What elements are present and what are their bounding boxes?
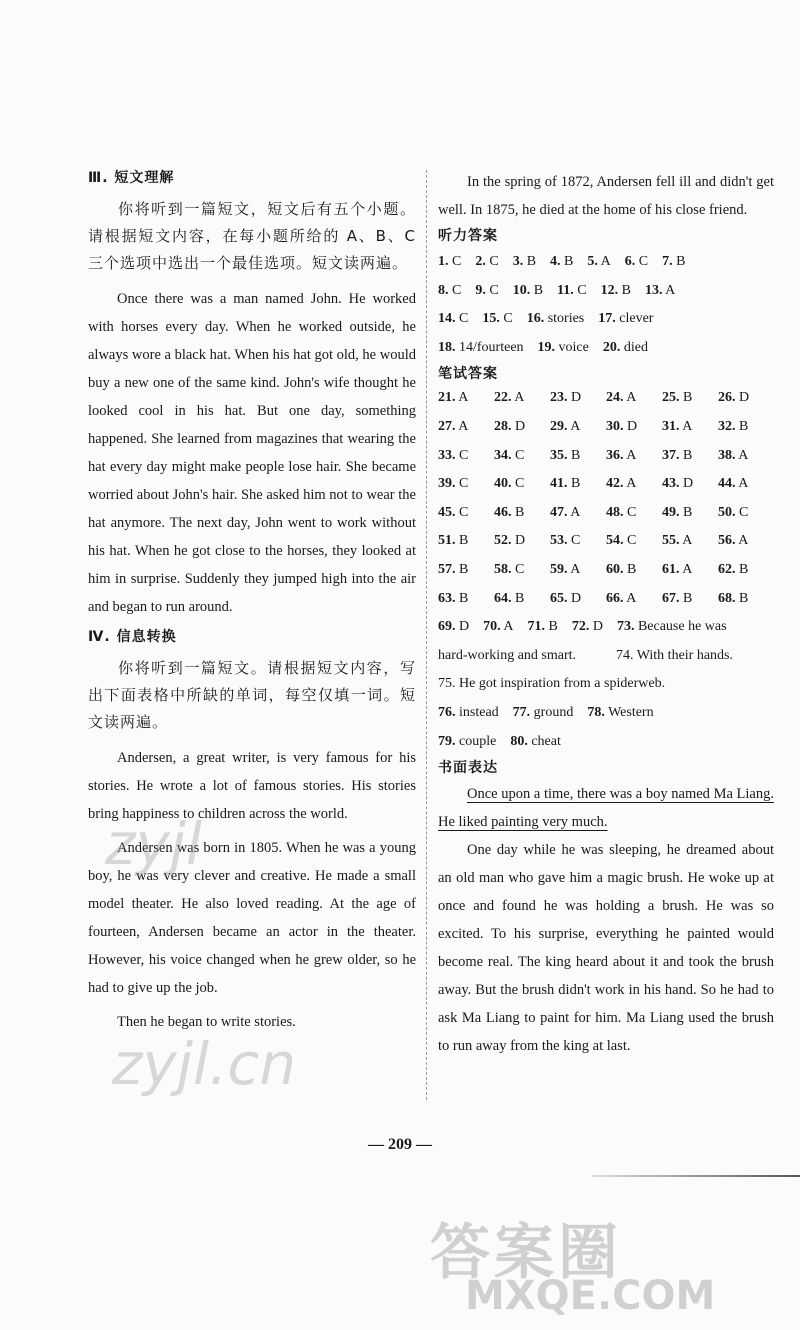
answer-item: 72. D — [571, 619, 603, 635]
answer-item: 27. A — [438, 418, 469, 434]
answer-item: 39. C — [438, 476, 469, 492]
answer-item: 26. D — [718, 390, 750, 406]
answer-item: 9. C — [475, 282, 499, 298]
answer-item: 49. B — [662, 504, 693, 520]
answer-item: 35. B — [550, 447, 581, 463]
answer-item: 63. B — [438, 590, 469, 606]
column-divider — [426, 170, 427, 1100]
writing-body: One day while he was sleeping, he dreamed about an old man who gave him a magic brush. He woke up at once and found he was holding a brush. He was so excited. To his surprise, everything he painted would become real. The king heard about it and took the brush away. But the brush didn't work in his hand. So he had to ask Ma Liang to paint for him. Ma Liang used the brush to run away from the king at last. — [438, 842, 774, 1055]
answer-item: 2. C — [475, 254, 499, 269]
answers-79-80 — [438, 728, 774, 757]
answer-item: 30. D — [606, 418, 638, 434]
answer-item: 57. B — [438, 561, 469, 577]
answer-item: 67. B — [662, 590, 693, 606]
answer-item: 6. C — [624, 254, 649, 269]
section-4-paragraph-3: Then he began to write stories. — [117, 1014, 296, 1030]
answer-item: 68. B — [718, 590, 749, 606]
answer-item: 41. B — [550, 476, 581, 492]
left-column — [88, 168, 416, 1042]
answer-item: 50. C — [718, 504, 749, 520]
section-3-passage: Once there was a man named John. He worked with horses every day. When he worked outside, he always wore a black hat. When his hat got old, he would buy a new one of the same kind. John's wife thought he looked cool in his hat. But one day, something happened. She learned from magazines that wearing the hat every day might make people lose hair. She became worried about John's hair. She asked him not to wear the hat anymore. The next day, John went to work without his hat. When he got close to the horses, they looked at him in surprise. Suddenly they jumped high into the air and began to run around. — [88, 291, 416, 615]
written-answers-title: 笔试答案 — [438, 366, 498, 383]
section-4-instructions: 你将听到一篇短文。请根据短文内容，写出下面表格中所缺的单词，每空仅填一词。短文读两遍。 — [88, 659, 416, 731]
answers-69-73 — [438, 613, 774, 642]
answer-73-continued: hard-working and smart. — [438, 647, 577, 663]
answer-item: 79. couple — [438, 733, 497, 749]
answer-item: 45. C — [438, 504, 469, 520]
answer-item: 48. C — [606, 504, 637, 520]
section-3-instructions: 你将听到一篇短文，短文后有五个小题。请根据短文内容，在每小题所给的 A、B、C 三个选项中选出一个最佳选项。短文读两遍。 — [88, 200, 416, 272]
answer-item: 13. A — [644, 282, 676, 298]
answer-item: 1. C — [438, 254, 462, 269]
answer-item: 71. B — [527, 619, 558, 635]
watermark-1: zyjl — [105, 810, 202, 878]
answer-item: 18. 14/fourteen — [438, 339, 524, 355]
watermark-site: MXQE.COM — [465, 1273, 716, 1319]
answer-item: 69. D — [438, 619, 470, 635]
page-number: — 209 — — [368, 1136, 432, 1153]
answer-item: 77. ground — [512, 704, 574, 720]
answer-item: 33. C — [438, 447, 469, 463]
watermark-logo-icon: 答案圈 — [430, 1218, 622, 1288]
listening-answers — [438, 248, 774, 362]
answer-item: 8. C — [438, 282, 462, 298]
answer-item: 29. A — [550, 418, 581, 434]
answer-item: 76. instead — [438, 704, 499, 720]
answer-item: 70. A — [483, 619, 514, 635]
answer-item: 61. A — [662, 561, 693, 577]
answer-item: 28. D — [494, 418, 526, 434]
answer-item: 23. D — [550, 390, 582, 406]
answer-item: 44. A — [718, 476, 749, 492]
answer-item: 42. A — [606, 476, 637, 492]
section-4-paragraph-1: Andersen, a great writer, is very famous for his stories. He wrote a lot of famous stories. His stories bring happiness to children across the world. — [88, 750, 416, 822]
answer-item: 53. C — [550, 533, 581, 549]
section-4-title: Ⅳ. 信息转换 — [88, 629, 177, 645]
section-4-paragraph-2: Andersen was born in 1805. When he was a young boy, he was very clever and creative. He made a small model theater. He also loved reading. At the age of fourteen, Andersen became an actor in the theater. However, his voice changed when he grew older, so he had to give up the job. — [88, 840, 416, 996]
answer-item: 25. B — [662, 390, 693, 406]
answers-76-78 — [438, 699, 774, 728]
answer-item: 55. A — [662, 533, 693, 549]
answer-item: 60. B — [606, 561, 637, 577]
answer-item: 78. Western — [587, 704, 654, 720]
answer-item: 64. B — [494, 590, 525, 606]
answer-item: 38. A — [718, 447, 749, 463]
answer-item: 56. A — [718, 533, 749, 549]
footer-rule — [592, 1175, 800, 1177]
answer-item: 40. C — [494, 476, 525, 492]
listening-row — [438, 334, 774, 363]
listening-answers-title: 听力答案 — [438, 228, 498, 244]
answer-item: 73. Because he was — [616, 619, 727, 635]
section-3-title: Ⅲ. 短文理解 — [88, 170, 175, 186]
answer-item: 47. A — [550, 504, 581, 520]
answer-item: 62. B — [718, 561, 749, 577]
answer-item: 32. B — [718, 418, 749, 434]
written-answers-grid — [438, 384, 774, 613]
answer-item: 58. C — [494, 561, 525, 577]
answer-item: 3. B — [512, 254, 537, 269]
answer-item: 80. cheat — [510, 733, 561, 749]
answer-item: 51. B — [438, 533, 469, 549]
passage-continued: In the spring of 1872, Andersen fell ill and didn't get well. In 1875, he died at the home of his close friend. — [438, 174, 774, 218]
listening-row — [438, 305, 774, 334]
listening-row — [438, 277, 774, 306]
answer-item: 66. A — [606, 590, 637, 606]
writing-opening: Once upon a time, there was a boy named Ma Liang. He liked painting very much. — [438, 786, 774, 831]
answer-item: 36. A — [606, 447, 637, 463]
answer-item: 46. B — [494, 504, 525, 520]
answer-item: 52. D — [494, 533, 526, 549]
answer-item: 14. C — [438, 311, 469, 327]
answer-item: 43. D — [662, 476, 694, 492]
answer-item: 54. C — [606, 533, 637, 549]
answer-75: 75. He got inspiration from a spiderweb. — [438, 676, 666, 692]
answer-item: 15. C — [482, 311, 513, 327]
answer-item: 59. A — [550, 561, 581, 577]
answer-item: 4. B — [550, 254, 574, 269]
answer-item: 21. A — [438, 390, 469, 406]
answer-item: 22. A — [494, 390, 525, 406]
right-column: In the spring of 1872, Andersen fell ill and didn't get well. In 1875, he died at the home of his close friend. 听力答案 1. C 2. C 3. B 4. B 5. A 6. C 7. B 8. C 9. C 10. B 11. C 12. B 13. A 14. C 15. C 16. stories 17. clever 18. 14/fourteen 19. voice 20. died 笔试答案 21. A 22. A 23. D 24. A 25. B 26. D 27. A 28. D 29. A 30. D 31. A 32. B 33. C 34. C 35. B 36. A 37. B 38. A 39. C 40. C 41. B 42. A 43. D 44. A 45. C 46. B 47. A 48. C 49. B 50. C 51. B 52. D 53. C 54. C 55. A 56. A 57. B 58. C 59. A 60. B 61. A 62. B 63. B 64. B 65. D 66. A 67. B 68. B 69. D 70. A 71. B 72. D 73. Because he was hard-working and smart. 74. With their hands. 75. He got inspiration from a spiderweb. 76. instead 77. ground 78. Western 79. couple 80. cheat 书面表达 Once upon a time, there was a boy named Ma Liang. He liked painting very much. One day while he was sleeping, he dreamed about an old man who gave him a magic brush. He woke up at once and found he was holding a brush. He was so excited. To his surprise, everything he painted would become real. The king heard about it and took the brush away. But the brush didn't work in his hand. So he had to ask Ma Liang to paint for him. Ma Liang used the brush to run away from the king at last. — [438, 168, 774, 1066]
watermark-2: zyjl.cn — [112, 1030, 297, 1098]
answer-item: 10. B — [512, 282, 544, 298]
answer-item: 31. A — [662, 418, 693, 434]
answer-item: 19. voice — [537, 339, 589, 355]
writing-title: 书面表达 — [438, 760, 498, 777]
answer-item: 7. B — [662, 254, 686, 269]
answer-item: 24. A — [606, 390, 637, 406]
answer-item: 17. clever — [598, 311, 654, 327]
answer-item: 11. C — [557, 282, 587, 298]
answer-item: 37. B — [662, 447, 693, 463]
answer-item: 16. stories — [526, 311, 585, 327]
answer-item: 12. B — [600, 282, 631, 298]
answer-item: 5. A — [587, 254, 611, 269]
answer-item: 65. D — [550, 590, 582, 606]
answer-item: 20. died — [602, 339, 648, 355]
answer-item: 34. C — [494, 447, 525, 463]
listening-row — [438, 248, 774, 277]
